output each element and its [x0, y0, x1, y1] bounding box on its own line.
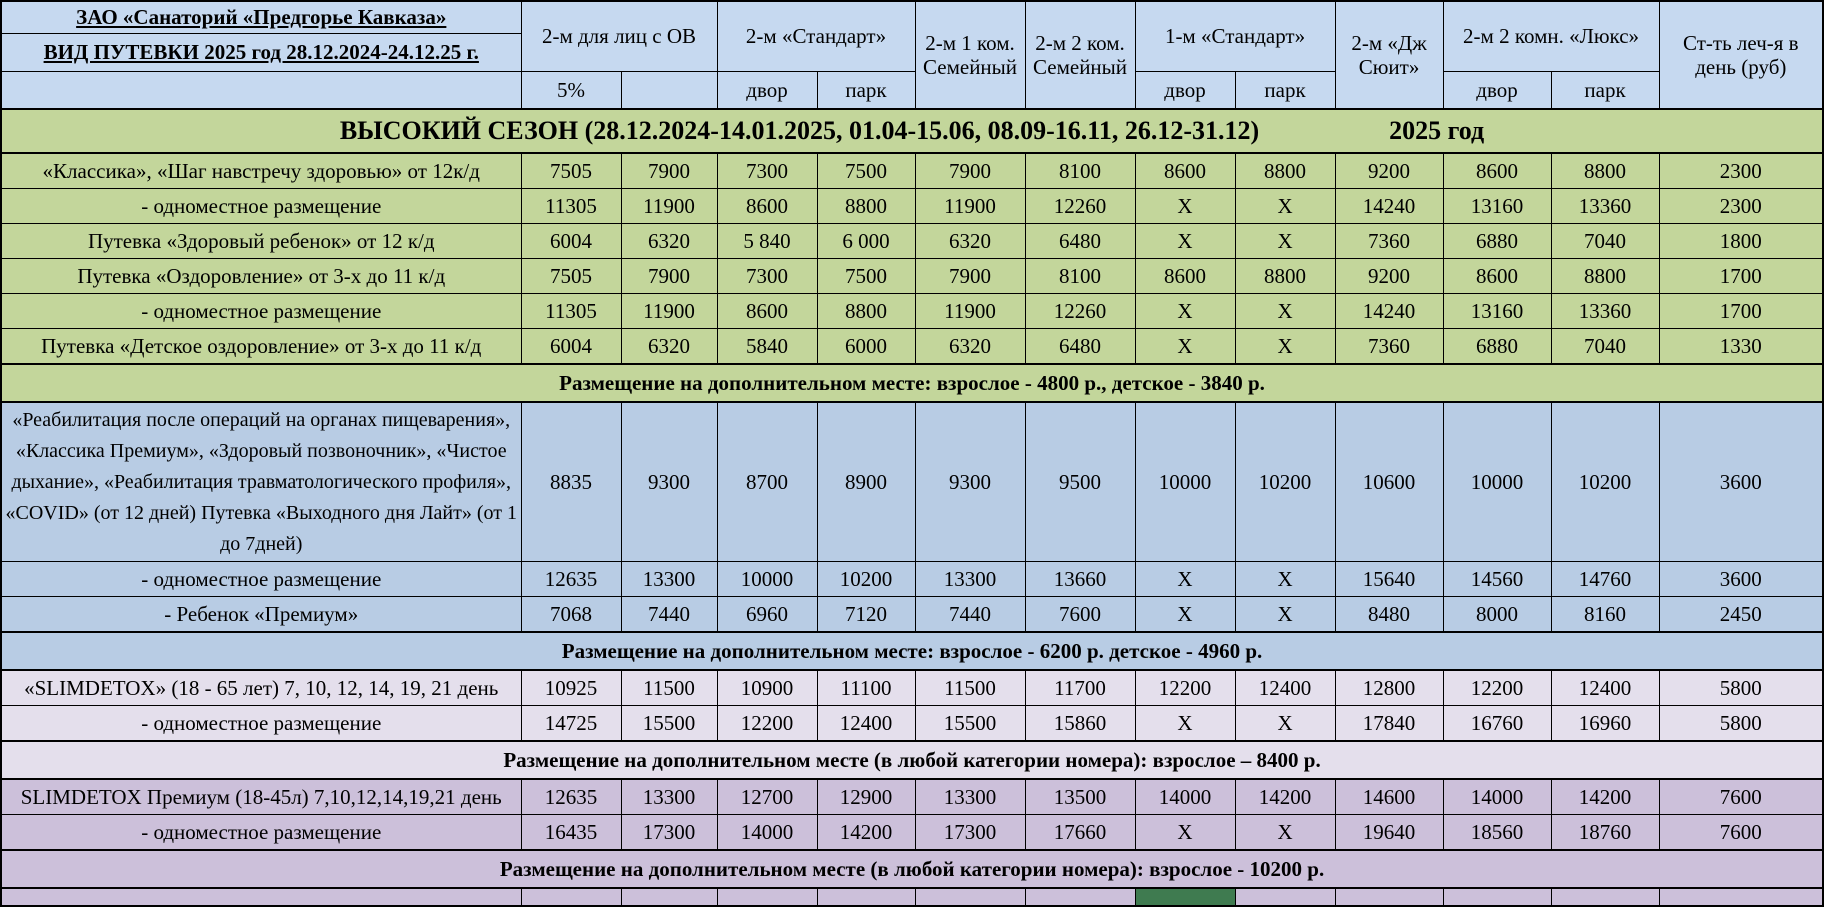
clipped-cell — [817, 888, 915, 906]
price-cell: 7505 — [521, 153, 621, 189]
price-cell: 7440 — [621, 597, 717, 633]
price-cell: 12635 — [521, 779, 621, 815]
price-cell: 14240 — [1335, 294, 1443, 329]
season-row — [1, 109, 1823, 153]
voucher-type-title: ВИД ПУТЕВКИ 2025 год 28.12.2024-24.12.25 г. — [1, 34, 521, 72]
note-row — [1, 850, 1823, 888]
row-label: «Классика», «Шаг навстречу здоровью» от 12к/д — [1, 153, 521, 189]
row-label: «SLIMDETOX» (18 - 65 лет) 7, 10, 12, 14, 19, 21 день — [1, 670, 521, 706]
price-cell: 7068 — [521, 597, 621, 633]
price-cell: X — [1235, 189, 1335, 224]
season-year: 2025 год — [1389, 116, 1485, 146]
price-cell: 14200 — [1235, 779, 1335, 815]
price-cell: 11900 — [915, 189, 1025, 224]
price-cell: X — [1235, 562, 1335, 597]
season-cell — [1, 109, 1823, 153]
price-cell: 17660 — [1025, 815, 1135, 851]
column-group-header-lux: 2-м 2 комн. «Люкс» — [1443, 1, 1659, 72]
price-cell: 5840 — [717, 329, 817, 365]
clipped-cell — [1235, 888, 1335, 906]
price-cell: 8600 — [1135, 259, 1235, 294]
price-cell: 12400 — [1551, 670, 1659, 706]
note-row — [1, 632, 1823, 670]
table-row — [1, 706, 1823, 742]
note-text: Размещение на дополнительном месте (в любой категории номера): взрослое – 8400 р. — [1, 741, 1823, 779]
price-cell: 7900 — [915, 259, 1025, 294]
price-cell: 1700 — [1659, 294, 1823, 329]
clipped-cell — [621, 888, 717, 906]
header-row-1 — [1, 1, 1823, 34]
price-cell: 8800 — [1235, 153, 1335, 189]
price-cell: 11900 — [621, 294, 717, 329]
price-cell: 14560 — [1443, 562, 1551, 597]
price-cell: 11500 — [621, 670, 717, 706]
price-cell: 12200 — [1135, 670, 1235, 706]
clipped-green-cell — [1135, 888, 1235, 906]
price-cell: 11100 — [817, 670, 915, 706]
price-cell: 12400 — [817, 706, 915, 742]
price-cell: 14240 — [1335, 189, 1443, 224]
price-cell: X — [1235, 294, 1335, 329]
price-cell: 8900 — [817, 402, 915, 562]
sub-header-blank — [621, 72, 717, 110]
table-row — [1, 153, 1823, 189]
price-cell: X — [1235, 224, 1335, 259]
price-cell: 7600 — [1659, 815, 1823, 851]
price-cell: 8600 — [717, 294, 817, 329]
table-row — [1, 259, 1823, 294]
table-row — [1, 562, 1823, 597]
price-cell: 5800 — [1659, 706, 1823, 742]
table-row — [1, 224, 1823, 259]
clipped-row — [1, 888, 1823, 906]
price-cell: 2450 — [1659, 597, 1823, 633]
price-cell: 9500 — [1025, 402, 1135, 562]
clipped-cell — [1335, 888, 1443, 906]
price-cell: X — [1135, 597, 1235, 633]
column-header-2m-2kom-semeyny: 2-м 2 ком. Семейный — [1025, 1, 1135, 109]
price-cell: 12800 — [1335, 670, 1443, 706]
column-group-header-1m-standart: 1-м «Стандарт» — [1135, 1, 1335, 72]
price-cell: X — [1235, 706, 1335, 742]
price-cell: 9300 — [621, 402, 717, 562]
price-cell: 12260 — [1025, 294, 1135, 329]
price-cell: 10200 — [817, 562, 915, 597]
price-cell: 8100 — [1025, 259, 1135, 294]
price-cell: 13360 — [1551, 294, 1659, 329]
price-cell: 13160 — [1443, 294, 1551, 329]
price-cell: 15640 — [1335, 562, 1443, 597]
price-cell: X — [1235, 329, 1335, 365]
price-cell: 15500 — [915, 706, 1025, 742]
price-cell: X — [1135, 562, 1235, 597]
price-cell: 3600 — [1659, 562, 1823, 597]
price-cell: 10900 — [717, 670, 817, 706]
price-cell: 16435 — [521, 815, 621, 851]
sub-header-park: парк — [1235, 72, 1335, 110]
price-cell: 19640 — [1335, 815, 1443, 851]
price-cell: 12200 — [1443, 670, 1551, 706]
table-row — [1, 402, 1823, 562]
price-cell: 9300 — [915, 402, 1025, 562]
price-cell: 8480 — [1335, 597, 1443, 633]
price-cell: X — [1235, 815, 1335, 851]
price-cell: 8700 — [717, 402, 817, 562]
price-cell: 7600 — [1025, 597, 1135, 633]
price-cell: 5800 — [1659, 670, 1823, 706]
price-cell: 10200 — [1551, 402, 1659, 562]
price-cell: 14000 — [1135, 779, 1235, 815]
clipped-cell — [1443, 888, 1551, 906]
price-cell: 1800 — [1659, 224, 1823, 259]
price-cell: 7360 — [1335, 224, 1443, 259]
price-cell: 7360 — [1335, 329, 1443, 365]
price-cell: 3600 — [1659, 402, 1823, 562]
price-cell: 7440 — [915, 597, 1025, 633]
price-cell: 7900 — [621, 259, 717, 294]
column-group-header-ov: 2-м для лиц с ОВ — [521, 1, 717, 72]
table-row — [1, 597, 1823, 633]
price-cell: 6004 — [521, 224, 621, 259]
table-row — [1, 329, 1823, 365]
price-cell: 8600 — [1443, 259, 1551, 294]
price-cell: 10925 — [521, 670, 621, 706]
price-cell: 6 000 — [817, 224, 915, 259]
table-row — [1, 189, 1823, 224]
price-cell: 13300 — [621, 562, 717, 597]
price-cell: X — [1235, 597, 1335, 633]
price-cell: 11700 — [1025, 670, 1135, 706]
row-label: SLIMDETOX Премиум (18-45л) 7,10,12,14,19,21 день — [1, 779, 521, 815]
price-cell: 13660 — [1025, 562, 1135, 597]
price-cell: 8100 — [1025, 153, 1135, 189]
clipped-cell — [1551, 888, 1659, 906]
price-cell: 7500 — [817, 153, 915, 189]
price-cell: 6004 — [521, 329, 621, 365]
row-label: «Реабилитация после операций на органах пищеварения», «Классика Премиум», «Здоровый позвоночник», «Чистое дыхание», «Реабилитация травматологического профиля», «COVID» (от 12 дней) Путевка «Выходного дня Лайт» (от 1 до 7дней) — [1, 402, 521, 562]
price-cell: 8800 — [1235, 259, 1335, 294]
price-cell: 7600 — [1659, 779, 1823, 815]
price-cell: 12700 — [717, 779, 817, 815]
table-row — [1, 815, 1823, 851]
price-table-body — [1, 153, 1823, 906]
note-text: Размещение на дополнительном месте: взрослое - 4800 р., детское - 3840 р. — [1, 364, 1823, 402]
price-cell: 1700 — [1659, 259, 1823, 294]
price-cell: 7040 — [1551, 224, 1659, 259]
price-cell: 6880 — [1443, 329, 1551, 365]
price-cell: 7120 — [817, 597, 915, 633]
price-cell: 14200 — [817, 815, 915, 851]
price-cell: 7505 — [521, 259, 621, 294]
note-row — [1, 741, 1823, 779]
price-cell: 14000 — [717, 815, 817, 851]
price-cell: 13500 — [1025, 779, 1135, 815]
row-label: - одноместное размещение — [1, 815, 521, 851]
column-group-header-2m-standart: 2-м «Стандарт» — [717, 1, 915, 72]
price-cell: 14200 — [1551, 779, 1659, 815]
season-title: ВЫСОКИЙ СЕЗОН (28.12.2024-14.01.2025, 01.04-15.06, 08.09-16.11, 26.12-31.12) — [339, 116, 1260, 146]
price-cell: 12635 — [521, 562, 621, 597]
header-row-3 — [1, 72, 1823, 110]
price-cell: 8800 — [817, 189, 915, 224]
price-cell: 7300 — [717, 153, 817, 189]
price-cell: 13300 — [621, 779, 717, 815]
price-cell: X — [1135, 294, 1235, 329]
price-cell: 18760 — [1551, 815, 1659, 851]
row-label: - одноместное размещение — [1, 706, 521, 742]
clipped-cell — [915, 888, 1025, 906]
price-cell: 8800 — [1551, 259, 1659, 294]
price-cell: X — [1135, 189, 1235, 224]
clipped-cell — [521, 888, 621, 906]
price-cell: 8160 — [1551, 597, 1659, 633]
sub-header-park: парк — [817, 72, 915, 110]
price-cell: 17300 — [915, 815, 1025, 851]
row-label: - одноместное размещение — [1, 294, 521, 329]
column-header-2m-dzh-suite: 2-м «Дж Сюит» — [1335, 1, 1443, 109]
price-cell: 8800 — [1551, 153, 1659, 189]
price-cell: 6320 — [621, 224, 717, 259]
price-cell: 6320 — [915, 329, 1025, 365]
org-title: ЗАО «Санаторий «Предгорье Кавказа» — [1, 1, 521, 34]
row-label: Путевка «Оздоровление» от 3-х до 11 к/д — [1, 259, 521, 294]
price-cell: 7900 — [915, 153, 1025, 189]
price-cell: 11900 — [915, 294, 1025, 329]
note-row — [1, 364, 1823, 402]
price-cell: 8600 — [717, 189, 817, 224]
price-cell: 6480 — [1025, 329, 1135, 365]
price-cell: 6320 — [621, 329, 717, 365]
clipped-cell — [1, 888, 521, 906]
table-row — [1, 294, 1823, 329]
price-cell: 13160 — [1443, 189, 1551, 224]
price-cell: 17840 — [1335, 706, 1443, 742]
price-cell: 7500 — [817, 259, 915, 294]
table-row — [1, 670, 1823, 706]
row-label: - Ребенок «Премиум» — [1, 597, 521, 633]
price-cell: 7300 — [717, 259, 817, 294]
price-cell: 10600 — [1335, 402, 1443, 562]
price-cell: 17300 — [621, 815, 717, 851]
price-cell: 12260 — [1025, 189, 1135, 224]
price-cell: 8600 — [1443, 153, 1551, 189]
column-header-treatment-cost: Ст-ть леч-я в день (руб) — [1659, 1, 1823, 109]
price-cell: 10200 — [1235, 402, 1335, 562]
price-cell: 13360 — [1551, 189, 1659, 224]
price-cell: 14600 — [1335, 779, 1443, 815]
price-cell: X — [1135, 329, 1235, 365]
price-cell: 13300 — [915, 779, 1025, 815]
price-cell: 2300 — [1659, 189, 1823, 224]
price-cell: 7040 — [1551, 329, 1659, 365]
price-cell: 10000 — [1135, 402, 1235, 562]
note-text: Размещение на дополнительном месте (в любой категории номера): взрослое - 10200 р. — [1, 850, 1823, 888]
price-cell: 7900 — [621, 153, 717, 189]
price-cell: 16760 — [1443, 706, 1551, 742]
price-cell: X — [1135, 815, 1235, 851]
row-label: - одноместное размещение — [1, 562, 521, 597]
price-cell: 12900 — [817, 779, 915, 815]
price-cell: 2300 — [1659, 153, 1823, 189]
row-label: Путевка «Здоровый ребенок» от 12 к/д — [1, 224, 521, 259]
price-cell: 9200 — [1335, 153, 1443, 189]
price-cell: 14760 — [1551, 562, 1659, 597]
sub-header-5pct: 5% — [521, 72, 621, 110]
price-cell: 6480 — [1025, 224, 1135, 259]
clipped-cell — [1025, 888, 1135, 906]
price-cell: 6960 — [717, 597, 817, 633]
price-cell: 6320 — [915, 224, 1025, 259]
sub-header-park: парк — [1551, 72, 1659, 110]
clipped-cell — [1659, 888, 1823, 906]
price-cell: 14725 — [521, 706, 621, 742]
note-text: Размещение на дополнительном месте: взрослое - 6200 р. детское - 4960 р. — [1, 632, 1823, 670]
price-cell: 11305 — [521, 189, 621, 224]
price-cell: 11305 — [521, 294, 621, 329]
row-label: - одноместное размещение — [1, 189, 521, 224]
empty-header-cell — [1, 72, 521, 110]
price-cell: 5 840 — [717, 224, 817, 259]
sub-header-dvor: двор — [1135, 72, 1235, 110]
column-header-2m-1kom-semeyny: 2-м 1 ком. Семейный — [915, 1, 1025, 109]
price-cell: 8835 — [521, 402, 621, 562]
clipped-cell — [717, 888, 817, 906]
price-cell: 12200 — [717, 706, 817, 742]
price-cell: 8000 — [1443, 597, 1551, 633]
price-cell: 18560 — [1443, 815, 1551, 851]
row-label: Путевка «Детское оздоровление» от 3-х до 11 к/д — [1, 329, 521, 365]
price-cell: 11900 — [621, 189, 717, 224]
price-cell: 9200 — [1335, 259, 1443, 294]
price-cell: 14000 — [1443, 779, 1551, 815]
price-cell: 8800 — [817, 294, 915, 329]
price-cell: 1330 — [1659, 329, 1823, 365]
sub-header-dvor: двор — [1443, 72, 1551, 110]
price-cell: 6880 — [1443, 224, 1551, 259]
price-cell: 6000 — [817, 329, 915, 365]
price-cell: 16960 — [1551, 706, 1659, 742]
price-cell: 13300 — [915, 562, 1025, 597]
price-cell: X — [1135, 706, 1235, 742]
price-cell: 12400 — [1235, 670, 1335, 706]
price-cell: 10000 — [1443, 402, 1551, 562]
price-cell: 15860 — [1025, 706, 1135, 742]
price-cell: 8600 — [1135, 153, 1235, 189]
price-cell: 10000 — [717, 562, 817, 597]
price-cell: X — [1135, 224, 1235, 259]
price-cell: 11500 — [915, 670, 1025, 706]
sub-header-dvor: двор — [717, 72, 817, 110]
price-cell: 15500 — [621, 706, 717, 742]
table-row — [1, 779, 1823, 815]
